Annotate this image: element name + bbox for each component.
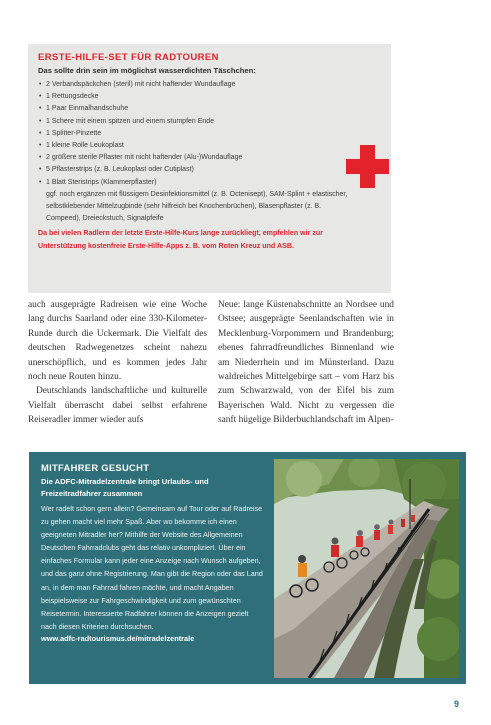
mitfahrer-title: MITFAHRER GESUCHT [41, 462, 150, 473]
list-item: • 1 Splitter-Pinzette [38, 128, 381, 140]
red-cross-icon [346, 145, 389, 188]
list-item: • 1 Paar Einmalhandschuhe [38, 103, 381, 115]
mitfahrer-body: Wer radelt schon gern allein? Gemeinsam auf Tour oder auf Radreise zu gehen macht viel mehr Spaß. Aber wo bekomme ich einen geeigneten Mitradler her? Mithilfe der Website des Allgemeinen Deutschen Fahrradclubs geht das relativ unkompliziert. Über ein einfaches Formular kann jeder eine Anzeige nach Wunsch aufgeben, und das ganz ohne Registrierung. Man gibt die Region oder das Land an, in dem man Fahrrad fahren möchte, und macht Angaben beispielsweise zur Fahrgeschwindigkeit und zum gewünschten Reisetermin. Interessierte Radfahrer können die Anzeigen gezielt nach diesen Kriterien durchsuchen. [41, 504, 263, 631]
page-number: 9 [454, 699, 460, 709]
mitfahrer-box [29, 452, 466, 684]
first-aid-subtitle: Das sollte drin sein im möglichst wasserdichten Täschchen: [38, 66, 256, 75]
first-aid-title: ERSTE-HILFE-SET FÜR RADTOUREN [38, 52, 219, 63]
list-item: • 1 kleine Rolle Leukoplast [38, 140, 381, 152]
first-aid-list [38, 79, 381, 189]
list-item: • 2 größere sterile Pflaster mit nicht haftender (Alu-)Wundauflage [38, 152, 381, 164]
mitfahrer-link[interactable]: www.adfc-radtourismus.de/mitradelzentrale [41, 633, 195, 643]
mitfahrer-subtitle: Die ADFC-Mitradelzentrale bringt Urlaubs- und Freizeitradfahrer zusammen [41, 477, 209, 498]
list-item: • 1 Schere mit einem spitzen und einem stumpfen Ende [38, 116, 381, 128]
list-item: • 1 Rettungsdecke [38, 91, 381, 103]
list-item: • 2 Verbandspäckchen (steril) mit nicht haftender Wundauflage [38, 79, 381, 91]
cyclists-viaduct-photo [274, 459, 459, 678]
article-paragraph: Neue: lange Küstenabschnitte an Nordsee und Ostsee; ausgeprägte Seenlandschaften wie in Mecklenburg-Vorpommern und Brandenburg; ebenes fahrradfreundliches Binnenland wie am Niederrhein und im Münsterland. Dazu waldreiches Mittelgebirge satt – vom Harz bis zum Schwarzwald, von der Eifel bis zum Bayerischen Wald. Nicht zu vergessen die sanft hügelige Bilderbuchlandschaft im Alpen- [218, 300, 394, 426]
list-item: • 5 Pflasterstrips (z. B. Leukoplast oder Cutiplast) [38, 164, 381, 176]
mitfahrer-text [41, 461, 263, 645]
first-aid-note: ggf. noch ergänzen mit flüssigem Desinfektionsmittel (z. B. Octenisept), SAM-Splint + elastischer, selbstklebender Mittelzugbinde (sehr hilfreich bei Knochenbrüchen), Blasenpflaster (z. B. Compeed), Dreieckstuch, Signalpfeife [46, 190, 348, 223]
first-aid-tip: Da bei vielen Radlern der letzte Erste-Hilfe-Kurs lange zurückliegt, empfehlen wir zur Unterstützung kostenfreie Erste-Hilfe-Apps z. B. vom Roten Kreuz und ASB. [38, 229, 324, 250]
article-paragraph: Deutschlands landschaftliche und kulturelle Vielfalt überrascht dabei selbst erfahrene Reiseradler immer wieder aufs [28, 386, 207, 426]
list-item: • 1 Blatt Steristrips (Klammerpflaster) [38, 177, 381, 189]
article-paragraph: auch ausgeprägte Radreisen wie eine Woche lang durchs Saarland oder eine 330-Kilometer-Runde durch die Uckermark. Die Vielfalt des deutschen Radwegenetzes scheint nahezu unerschöpflich, und es kommen jedes Jahr noch neue Routen hinzu. [28, 300, 207, 383]
article-column-left [28, 298, 207, 428]
article-column-right [218, 298, 394, 428]
first-aid-box [28, 44, 391, 293]
